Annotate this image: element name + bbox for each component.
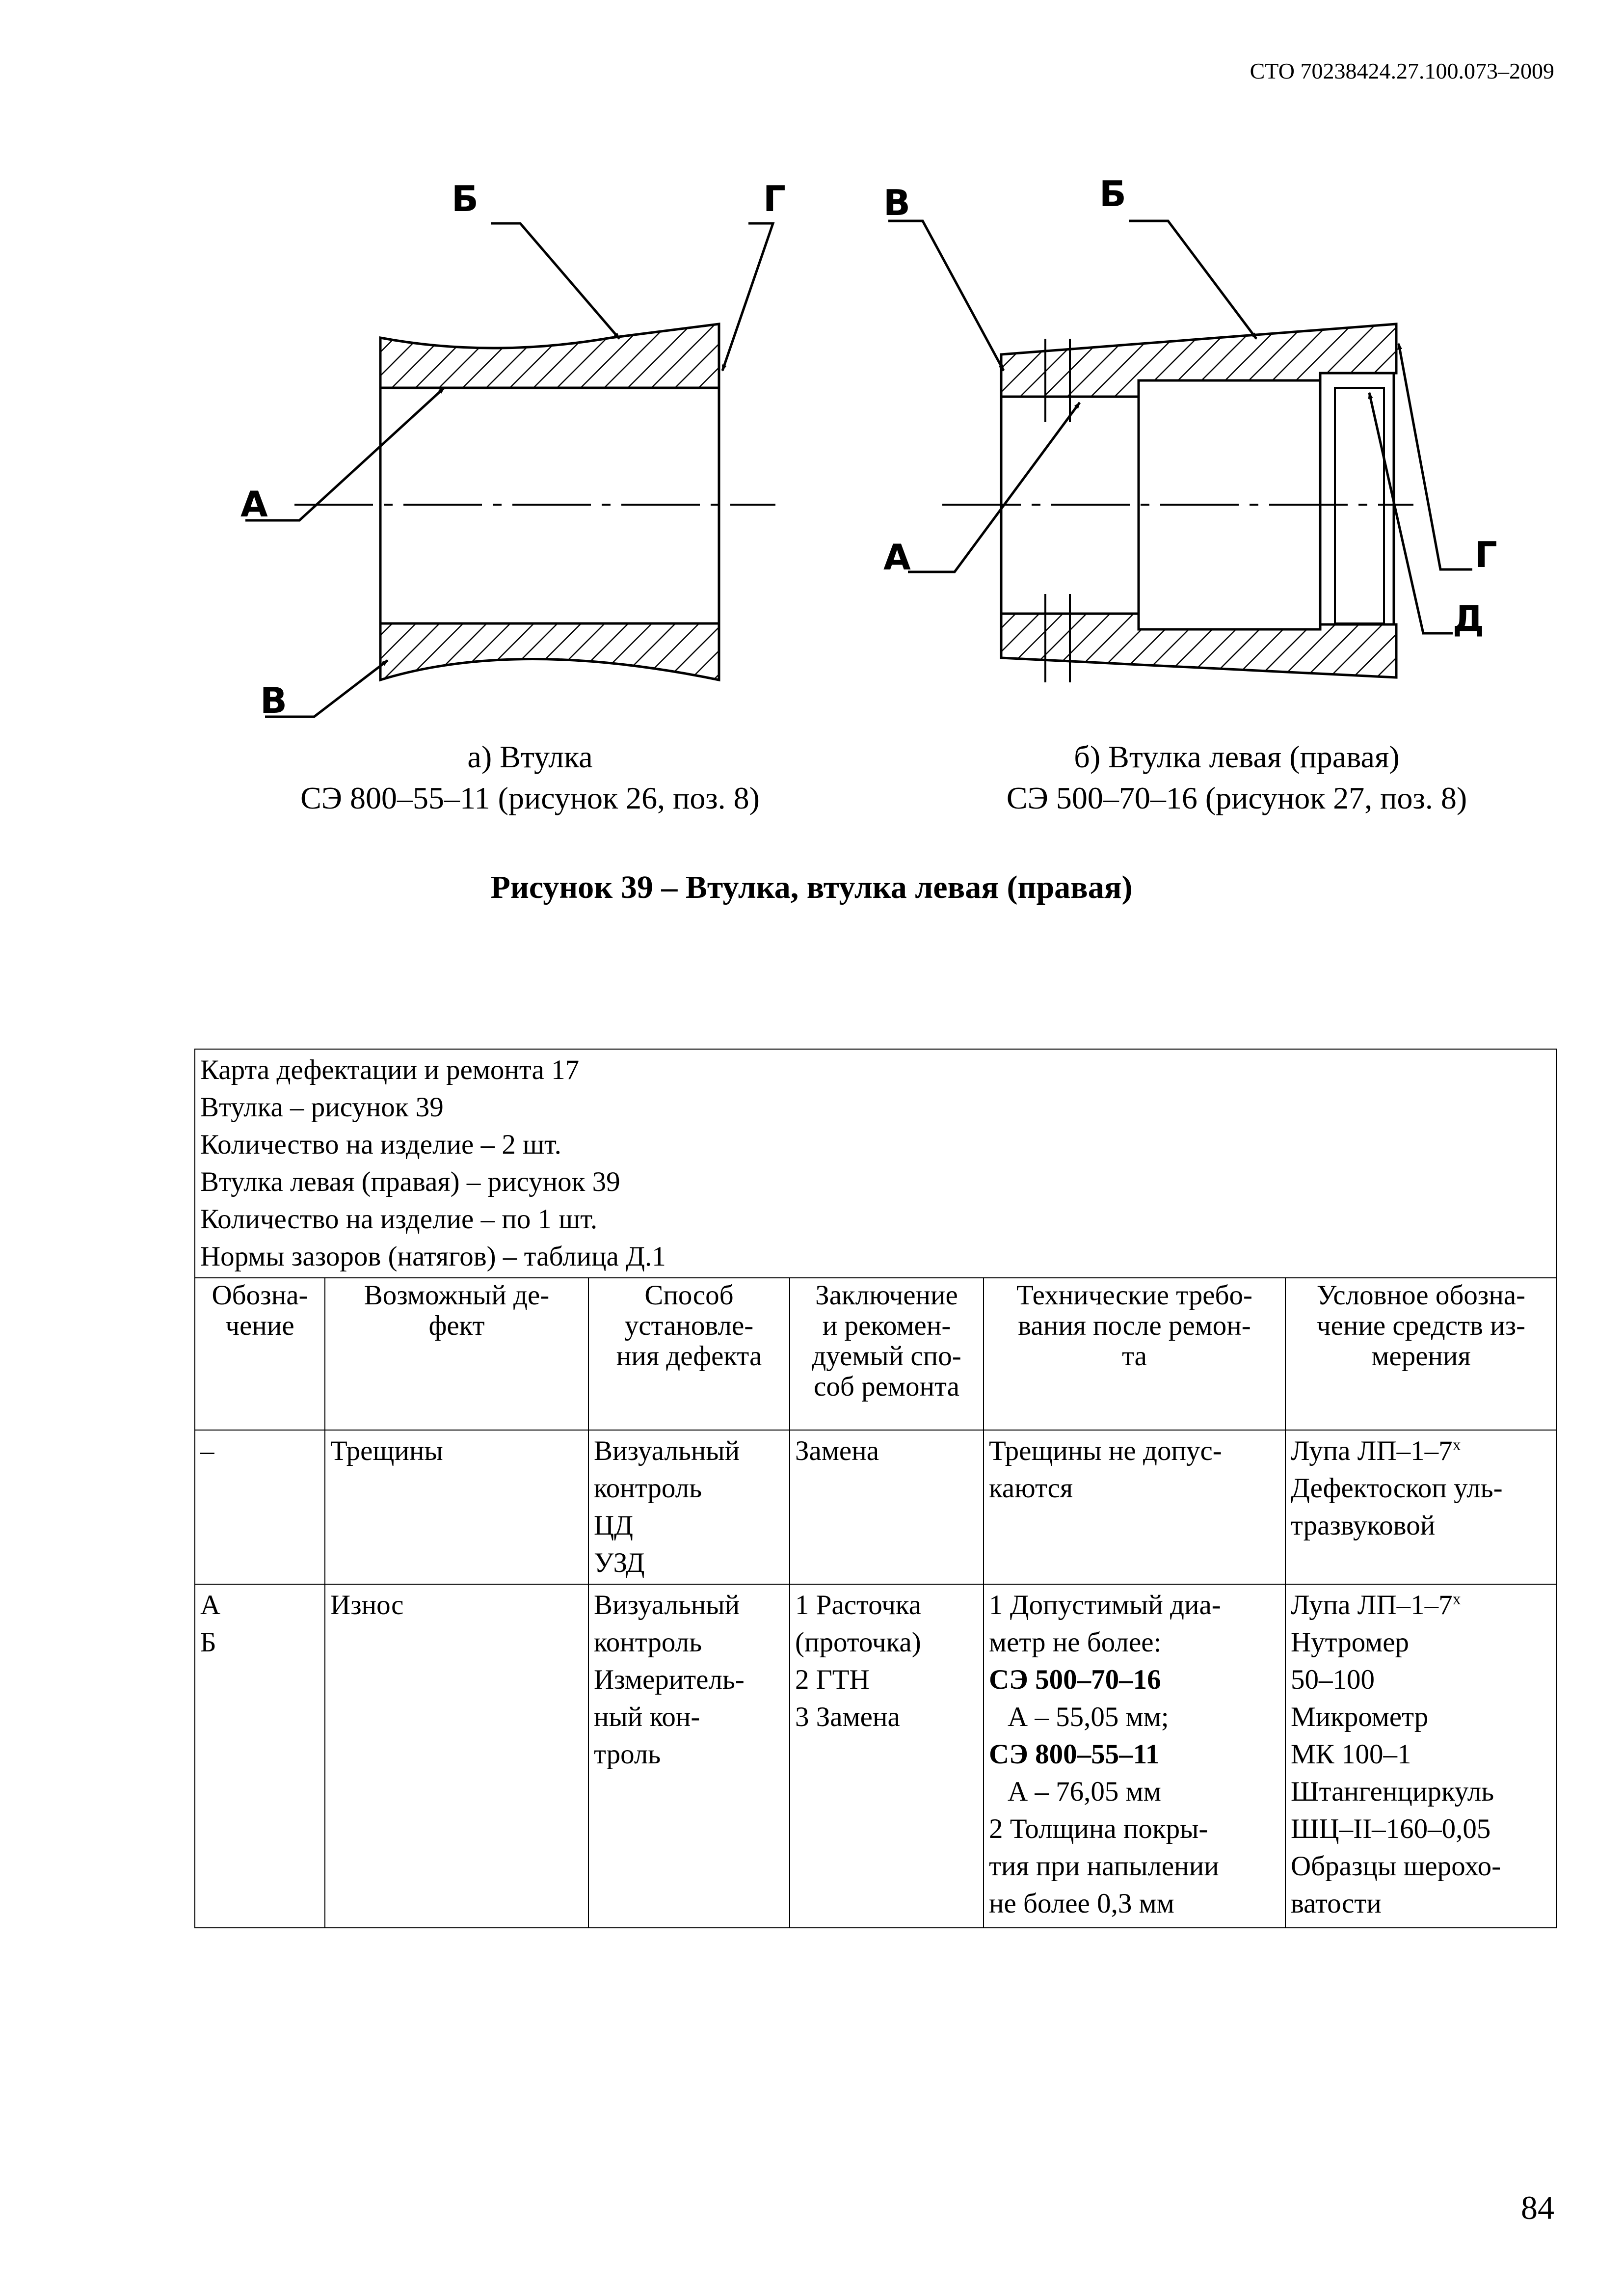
card-header-line: Втулка – рисунок 39	[200, 1092, 444, 1123]
col-header-designation: Обозна- чение	[195, 1278, 325, 1430]
cell-line: ЦД	[594, 1510, 634, 1541]
cell-line: 50–100	[1291, 1664, 1375, 1695]
label-a-v: В	[260, 680, 287, 721]
cell-line: 2 ГТН	[795, 1664, 870, 1695]
page-number: 84	[1521, 2189, 1554, 2226]
cell-line: Визуальный	[594, 1435, 740, 1466]
caption-a-line2: СЭ 800–55–11 (рисунок 26, поз. 8)	[300, 781, 760, 815]
card-header-line: Количество на изделие – 2 шт.	[200, 1129, 561, 1160]
cell-designation	[195, 1584, 325, 1928]
card-header-line: Втулка левая (правая) – рисунок 39	[200, 1166, 620, 1197]
cell-line: Измеритель-	[594, 1664, 745, 1695]
card-header-line: Карта дефектации и ремонта 17	[200, 1054, 580, 1085]
label-b-d: Д	[1453, 598, 1485, 639]
col-header-requirements: Технические требо- вания после ремон- та	[984, 1278, 1285, 1430]
bushing-b-top-wall	[1001, 324, 1396, 397]
table-row	[195, 1430, 1557, 1584]
cell-line: А	[200, 1590, 221, 1621]
caption-a-line1: а) Втулка	[467, 739, 593, 774]
cell-repair	[790, 1584, 984, 1928]
cell-line: каются	[989, 1473, 1073, 1504]
card-header-line: Количество на изделие – по 1 шт.	[200, 1204, 598, 1235]
col-header-method: Способ установле- ния дефекта	[588, 1278, 790, 1430]
cell-defect: Износ	[325, 1584, 588, 1928]
cell-method	[588, 1430, 790, 1584]
tool-superscript: х	[1452, 1590, 1461, 1608]
cell-line: Визуальный	[594, 1590, 740, 1621]
cell-tools	[1285, 1584, 1557, 1928]
cell-line: Образцы шерохо-	[1291, 1851, 1501, 1882]
cell-line: метр не более:	[989, 1627, 1162, 1658]
cell-requirements	[984, 1430, 1285, 1584]
model-code: СЭ 800–55–11	[989, 1739, 1160, 1770]
cell-line: 2 Толщина покры-	[989, 1813, 1208, 1844]
bushing-b-recess	[1320, 373, 1394, 624]
cell-tools	[1285, 1430, 1557, 1584]
table-row	[195, 1584, 1557, 1928]
card-header-line: Нормы зазоров (натягов) – таблица Д.1	[200, 1241, 666, 1272]
tool-name: Лупа ЛП–1–7	[1291, 1435, 1453, 1466]
cell-line	[1291, 1432, 1551, 1470]
cell-line: Б	[200, 1627, 216, 1658]
cell-line: не более 0,3 мм	[989, 1888, 1174, 1919]
cell-line: МК 100–1	[1291, 1739, 1411, 1770]
col-header-tools: Условное обозна- чение средств из- мерения	[1285, 1278, 1557, 1430]
label-a-b: Б	[452, 178, 479, 219]
bushing-a-bottom-wall	[380, 623, 719, 680]
cell-line: Дефектоскоп уль-	[1291, 1473, 1503, 1504]
cell-line: А – 55,05 мм;	[1008, 1702, 1169, 1732]
cell-line: Трещины не допус-	[989, 1435, 1222, 1466]
figure-title: Рисунок 39 – Втулка, втулка левая (правая)	[490, 869, 1133, 905]
cell-line: контроль	[594, 1473, 702, 1504]
cell-line: Штангенциркуль	[1291, 1776, 1494, 1807]
tool-name: Лупа ЛП–1–7	[1291, 1590, 1453, 1621]
caption-b-line1: б) Втулка левая (правая)	[1074, 739, 1400, 774]
cell-line: ШЦ–II–160–0,05	[1291, 1813, 1491, 1844]
cell-defect: Трещины	[325, 1430, 588, 1584]
cell-line: тразвуковой	[1291, 1510, 1436, 1541]
col-header-repair: Заключение и рекомен- дуемый спо- соб ремонта	[790, 1278, 984, 1430]
column-header-row	[195, 1278, 1557, 1430]
caption-b-line2: СЭ 500–70–16 (рисунок 27, поз. 8)	[1006, 781, 1467, 815]
bushing-b-drawing	[888, 221, 1472, 682]
cell-line: (проточка)	[795, 1627, 921, 1658]
cell-line: Нутромер	[1291, 1627, 1410, 1658]
label-b-b: Б	[1099, 173, 1126, 215]
cell-line: Микрометр	[1291, 1702, 1429, 1732]
model-code: СЭ 500–70–16	[989, 1664, 1161, 1695]
bushing-a-drawing	[245, 223, 775, 717]
cell-line: ный кон-	[594, 1702, 700, 1732]
cell-line: УЗД	[594, 1547, 645, 1578]
card-header-row	[195, 1049, 1557, 1278]
cell-designation: –	[195, 1430, 325, 1584]
document-code: СТО 70238424.27.100.073–2009	[1250, 58, 1554, 83]
cell-line: А – 76,05 мм	[1008, 1776, 1161, 1807]
defect-card-table	[194, 1049, 1557, 1928]
cell-repair: Замена	[790, 1430, 984, 1584]
cell-line: контроль	[594, 1627, 702, 1658]
bushing-a-top-wall	[380, 324, 719, 388]
cell-line: ватости	[1291, 1888, 1382, 1919]
col-header-defect: Возможный де- фект	[325, 1278, 588, 1430]
cell-line: 3 Замена	[795, 1702, 900, 1732]
label-b-v: В	[883, 182, 910, 223]
cell-line: 1 Расточка	[795, 1590, 922, 1621]
card-header	[195, 1049, 1557, 1278]
tool-superscript: х	[1452, 1436, 1461, 1454]
figure-39-drawing	[206, 162, 1531, 727]
cell-requirements	[984, 1584, 1285, 1928]
label-b-a: А	[883, 537, 911, 578]
cell-line	[1291, 1587, 1551, 1624]
caption-a	[162, 736, 898, 819]
label-a-a: А	[240, 484, 268, 525]
label-a-g: Г	[763, 178, 786, 219]
cell-line: 1 Допустимый диа-	[989, 1590, 1221, 1621]
label-b-g: Г	[1475, 534, 1497, 575]
caption-b	[913, 736, 1561, 819]
cell-method	[588, 1584, 790, 1928]
cell-line: тия при напылении	[989, 1851, 1219, 1882]
cell-line: троль	[594, 1739, 661, 1770]
